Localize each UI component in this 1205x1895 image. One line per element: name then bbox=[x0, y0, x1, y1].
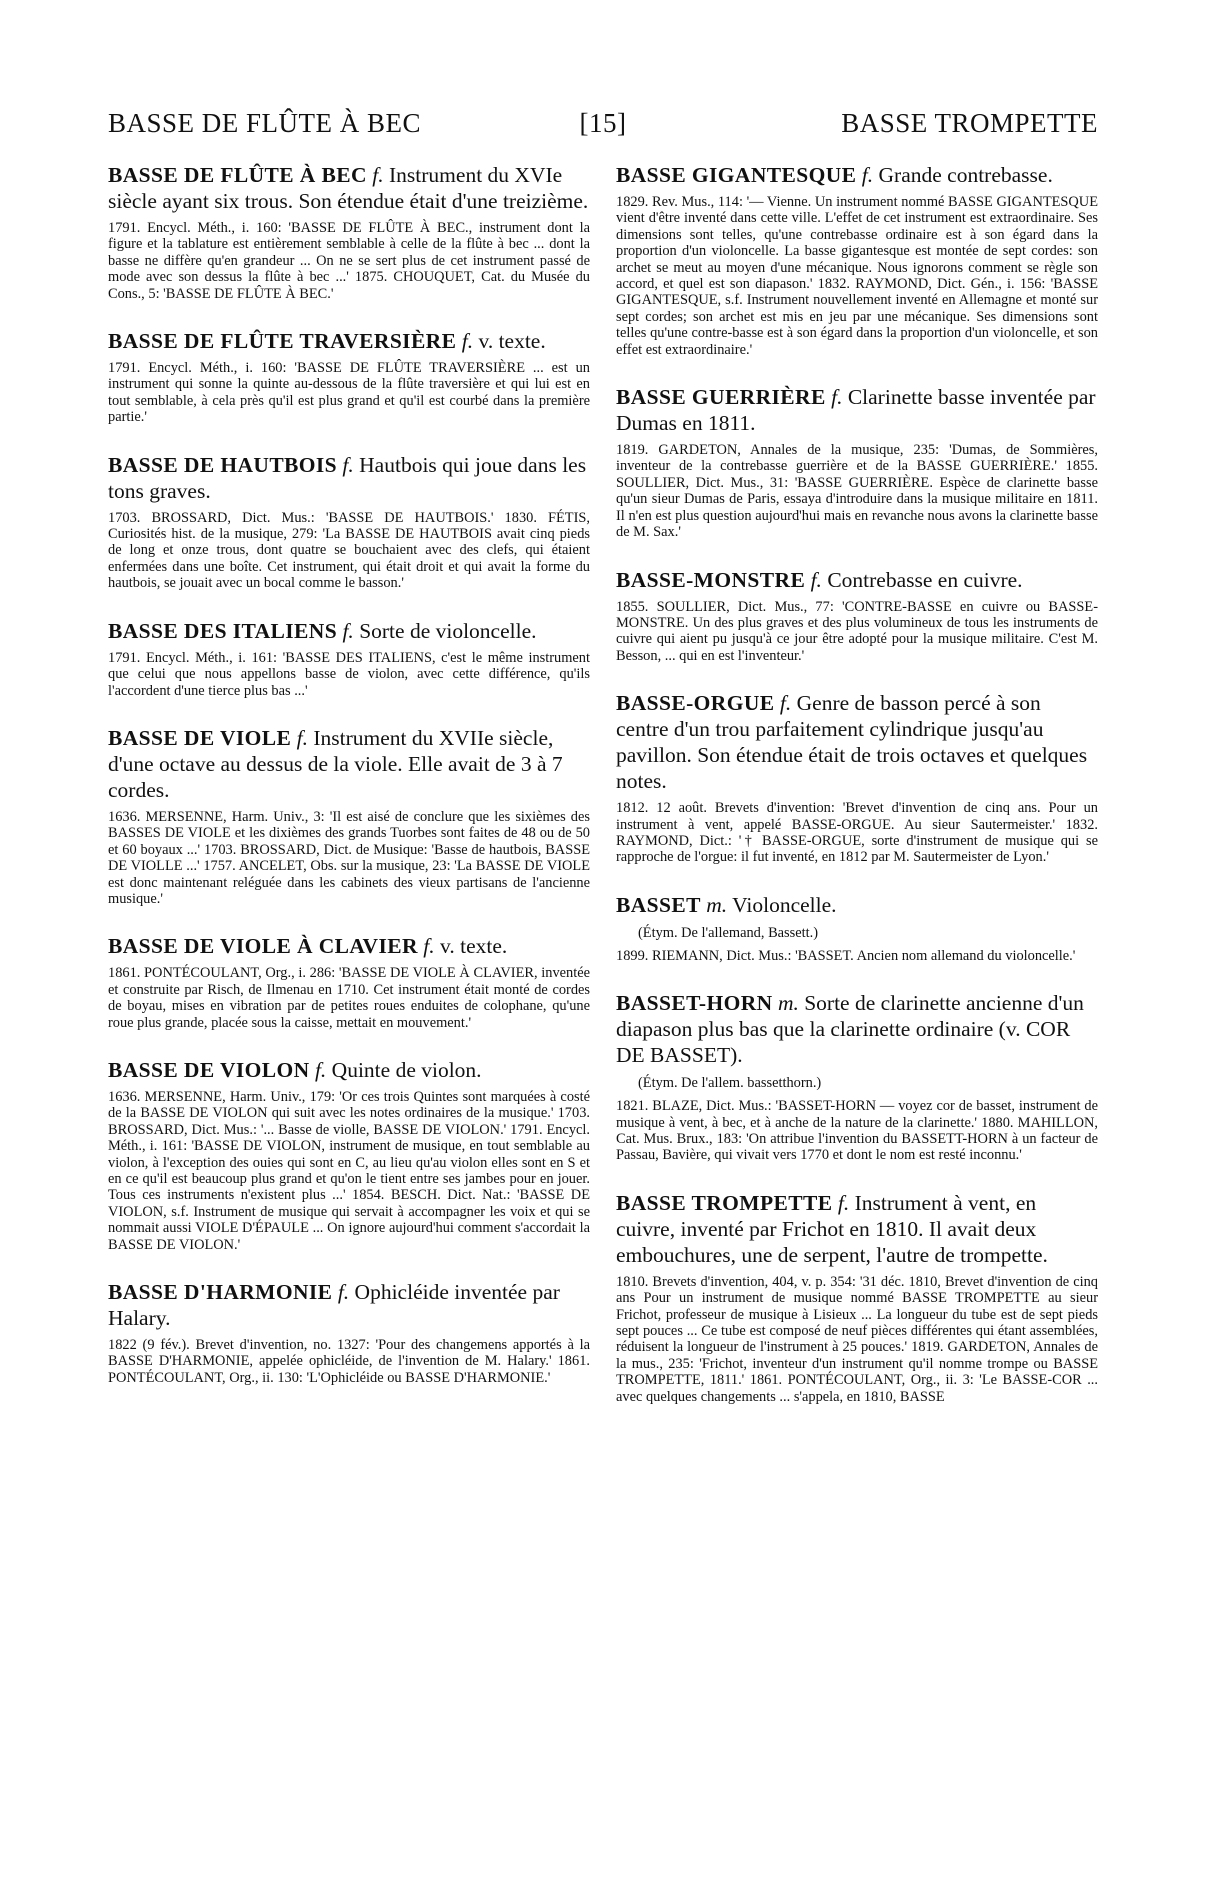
etymology: (Étym. De l'allem. bassetthorn.) bbox=[638, 1075, 822, 1092]
right-column bbox=[616, 162, 1098, 1431]
dictionary-entry bbox=[616, 384, 1098, 540]
definition: Hautbois qui joue dans les tons graves. bbox=[108, 452, 587, 503]
entry-heading bbox=[108, 452, 590, 504]
gender-marker: f. bbox=[314, 1057, 327, 1082]
running-head-left: BASSE DE FLÛTE À BEC bbox=[108, 108, 422, 138]
definition: Genre de basson percé à son centre d'un trou parfaitement cylindrique jusqu'au pavillon. Son étendue était de trois octaves et quelques notes. bbox=[616, 691, 1088, 794]
entry-heading bbox=[616, 567, 1098, 593]
headword: BASSE TROMPETTE bbox=[616, 1190, 833, 1215]
definition: Quinte de violon. bbox=[331, 1057, 482, 1082]
entry-heading bbox=[616, 990, 1098, 1068]
gender-marker: f. bbox=[831, 385, 843, 410]
citations: 1791. Encycl. Méth., i. 160: 'BASSE DE FLÛTE TRAVERSIÈRE ... est un instrument qui sonne la quinte au-dessous de la flûte traversière et qui lui est en tout semblable, à cela près qu'il est plus grand et qu'il est courbé dans la première partie.' bbox=[108, 360, 590, 426]
entry-heading bbox=[108, 1057, 590, 1083]
dictionary-entry bbox=[616, 1190, 1098, 1405]
citations: 1791. Encycl. Méth., i. 160: 'BASSE DE FLÛTE À BEC., instrument dont la figure et la tablature est entièrement semblable à celle de la flûte à bec ... dont la basse ne diffère qu'en grandeur ... On ne se sert plus de cet instrument passé de mode avec son dessus la flûte à bec ...' 1875. CHOUQUET, Cat. du Musée du Cons., 5: 'BASSE DE FLÛTE À BEC.' bbox=[108, 220, 590, 302]
definition: v. texte. bbox=[478, 329, 546, 354]
headword: BASSET-HORN bbox=[616, 991, 773, 1016]
definition: Violoncelle. bbox=[732, 892, 837, 917]
citations: 1703. BROSSARD, Dict. Mus.: 'BASSE DE HAUTBOIS.' 1830. FÉTIS, Curiosités hist. de la musique, 279: 'La BASSE DE HAUTBOIS avait cinq pieds de long et onze trous, dont quatre se bouchaient avec des clefs, qui étaient enfermées dans une boîte. Cet instrument, qui était droit et qui avait la forme du hautbois, se jouait avec un bocal comme le basson.' bbox=[108, 509, 590, 592]
entry-heading bbox=[108, 725, 590, 803]
headword: BASSE DE FLÛTE TRAVERSIÈRE bbox=[108, 329, 457, 354]
gender-marker: f. bbox=[337, 1280, 350, 1305]
gender-marker: f. bbox=[810, 567, 822, 592]
gender-marker: f. bbox=[779, 691, 792, 716]
gender-marker: f. bbox=[296, 725, 308, 750]
entry-heading bbox=[616, 690, 1098, 794]
dictionary-entry bbox=[616, 892, 1098, 964]
dictionary-entry bbox=[616, 990, 1098, 1164]
definition: Sorte de clarinette ancienne d'un diapason plus bas que la clarinette ordinaire (v. COR DE BASSET). bbox=[616, 991, 1084, 1068]
citations: 1829. Rev. Mus., 114: '— Vienne. Un instrument nommé BASSE GIGANTESQUE vient d'être inventé dans cette ville. L'effet de cet instrument est extraordinaire. Ses dimensions sont telles, qu'une contrebasse ordinaire est à son égard dans la proportion d'un violoncelle. La basse gigantesque est montée de sept cordes: son archet se meut au moyen d'une mécanique. Nous ignorons comment se règle son accord, et quel est son diapason.' 1832. RAYMOND, Dict. Gén., i. 156: 'BASSE GIGANTESQUE, s.f. Instrument nouvellement inventé en Allemagne et monté sur sept cordes; son archet est mis en jeu par une mécanique. Ses dimensions sont telles qu'une contre-basse est à son égard dans la proportion d'un violoncelle, et son effet est extraordinaire.' bbox=[616, 194, 1098, 358]
citations: 1636. MERSENNE, Harm. Univ., 179: 'Or ces trois Quintes sont marquées à costé de la BASSE DE VIOLON qui suit avec les notes ordinaires de la musique.' 1703. BROSSARD, Dict. Mus.: '... Basse de violle, BASSE DE VIOLON.' 1791. Encycl. Méth., i. 161: 'BASSE DE VIOLON, instrument de musique, en tout semblable au violon, à l'exception des ouies qui sont en C, au lieu qu'au violon elles sont en S et en ce qu'il est beaucoup plus grand et qu'on le tient entre ses jambes pour en jouer. Tous ces instruments n'existent plus ...' 1854. BESCH. Dict. Nat.: 'BASSE DE VIOLON, s.f. Instrument de musique qui servait à accompagner les voix et qui se nommait aussi VIOLE D'ÉPAULE ... On ignore aujourd'hui comment s'accordait la BASSE DE VIOLON.' bbox=[108, 1088, 590, 1253]
gender-marker: f. bbox=[342, 618, 354, 643]
headword: BASSE D'HARMONIE bbox=[108, 1280, 333, 1305]
definition: Clarinette basse inventée par Dumas en 1811. bbox=[616, 385, 1096, 436]
dictionary-entry bbox=[108, 725, 590, 907]
page-number: [15] bbox=[579, 108, 627, 138]
citations: 1810. Brevets d'invention, 404, v. p. 354: '31 déc. 1810, Brevet d'invention de cinq ans Pour un instrument de musique nommé BASSE TROMPETTE au sieur Frichot, professeur de musique à Lisieux ... La longueur du tube est de sept pieds sept pouces ... Ce tube est composé de neuf pièces différentes qui étant assemblées, réduisent la longueur de l'instrument à 25 pouces.' 1819. GARDETON, Annales de la mus., 235: 'Frichot, inventeur d'un instrument qu'il nomme trompe ou BASSE TROMPETTE, 1811.' 1861. PONTÉCOULANT, Org., ii. 3: 'Le BASSE-COR ... avec quelques changements ... s'appela, en 1810, BASSE bbox=[616, 1273, 1098, 1405]
running-head bbox=[108, 108, 1098, 152]
headword: BASSE DE HAUTBOIS bbox=[108, 452, 338, 477]
gender-marker: m. bbox=[777, 991, 799, 1016]
definition: Ophicléide inventée par Halary. bbox=[108, 1280, 560, 1331]
dictionary-entry bbox=[108, 328, 590, 426]
citations: 1861. PONTÉCOULANT, Org., i. 286: 'BASSE DE VIOLE À CLAVIER, inventée et construite par Risch, de Ilmenau en 1710. Cet instrument était monté de cordes de boyau, mises en vibration par de petites roues enduites de colophane, qu'une roue plus grande, placée sous la caisse, mettait en mouvement.' bbox=[108, 965, 590, 1031]
headword: BASSE DE VIOLE À CLAVIER bbox=[108, 934, 418, 959]
headword: BASSE DES ITALIENS bbox=[108, 618, 338, 643]
citations: 1791. Encycl. Méth., i. 161: 'BASSE DES ITALIENS, c'est le même instrument que celui que nous appellons basse de violon, avec cette différence, qu'ils l'accordent d'une tierce plus bas ...' bbox=[108, 649, 590, 699]
entry-heading bbox=[616, 892, 1098, 918]
gender-marker: f. bbox=[342, 452, 354, 477]
dictionary-entry bbox=[108, 933, 590, 1031]
citations: 1819. GARDETON, Annales de la musique, 235: 'Dumas, de Sommières, inventeur de la contrebasse guerrière et de la BASSE GUERRIÈRE.' 1855. SOULLIER, Dict. Mus., 31: 'BASSE GUERRIÈRE. Espèce de clarinette basse qu'un sieur Dumas de Paris, essaya d'introduire dans la musique militaire en 1811. Il n'en est plus question aujourd'hui mais en revanche nous avons la clarinette basse de M. Sax.' bbox=[616, 442, 1098, 541]
gender-marker: f. bbox=[372, 163, 384, 187]
headword: BASSE-MONSTRE bbox=[616, 567, 806, 592]
dictionary-entry bbox=[108, 1279, 590, 1386]
gender-marker: f. bbox=[423, 934, 435, 959]
headword: BASSE GIGANTESQUE bbox=[616, 163, 857, 187]
gender-marker: f. bbox=[861, 163, 874, 187]
gender-marker: f. bbox=[837, 1190, 850, 1215]
citations: 1822 (9 fév.). Brevet d'invention, no. 1327: 'Pour des changemens apportés à la BASSE D'HARMONIE, appelée ophicléide, de l'invention de M. Halary.' 1861. PONTÉCOULANT, Org., ii. 130: 'L'Ophicléide ou BASSE D'HARMONIE.' bbox=[108, 1337, 590, 1386]
definition: Instrument du XVIIe siècle, d'une octave au dessus de la viole. Elle avait de 3 à 7 cordes. bbox=[108, 725, 563, 802]
headword: BASSE GUERRIÈRE bbox=[616, 385, 826, 410]
entry-heading bbox=[108, 618, 590, 644]
dictionary-page bbox=[108, 108, 1098, 1431]
entry-heading bbox=[616, 1190, 1098, 1268]
gender-marker: f. bbox=[461, 329, 474, 354]
headword: BASSE DE VIOLON bbox=[108, 1057, 310, 1082]
entry-heading bbox=[616, 384, 1098, 436]
citations: 1821. BLAZE, Dict. Mus.: 'BASSET-HORN — voyez cor de basset, instrument de musique à vent, à bec, et à anche de la nature de la clarinette.' 1880. MAHILLON, Cat. Mus. Brux., 183: 'On attribue l'invention du BASSETT-HORN à un facteur de Passau, Bavière, qui vivait vers 1770 et dont le nom est resté inconnu.' bbox=[616, 1098, 1098, 1164]
entry-heading bbox=[108, 933, 590, 959]
two-column-body bbox=[108, 162, 1098, 1431]
citations: 1812. 12 août. Brevets d'invention: 'Brevet d'invention de cinq ans. Pour un instrument à vent, appelé BASSE-ORGUE. Au sieur Sautermeister.' 1832. RAYMOND, Dict.: '† BASSE-ORGUE, sorte d'instrument de musique qui se rapproche de l'orgue: il fut inventé, en 1812 par M. Sautermeister de Lyon.' bbox=[616, 800, 1098, 866]
entry-heading bbox=[108, 328, 590, 354]
gender-marker: m. bbox=[706, 892, 728, 917]
citations: 1636. MERSENNE, Harm. Univ., 3: 'Il est aisé de conclure que les sixièmes des BASSES DE VIOLE et les dixièmes des grands Tuorbes sont faites de 48 ou de 50 et 60 boyaux ...' 1703. BROSSARD, Dict. de Musique: 'Basse de hautbois, BASSE DE VIOLLE ...' 1757. ANCELET, Obs. sur la musique, 23: 'La BASSE DE VIOLE est donc maintenant reléguée dans les cabinets des vieux partisans de l'ancienne musique.' bbox=[108, 808, 590, 907]
definition: Instrument du XVIe siècle ayant six trous. Son étendue était d'une treizième. bbox=[108, 163, 589, 213]
definition: Contrebasse en cuivre. bbox=[827, 567, 1023, 592]
dictionary-entry bbox=[108, 1057, 590, 1253]
left-column bbox=[108, 162, 590, 1431]
definition: Instrument à vent, en cuivre, inventé par Frichot en 1810. Il avait deux embouchures, une de serpent, l'autre de trompette. bbox=[616, 1190, 1048, 1267]
entry-heading bbox=[616, 162, 1098, 188]
headword: BASSE DE VIOLE bbox=[108, 725, 292, 750]
citations: 1899. RIEMANN, Dict. Mus.: 'BASSET. Ancien nom allemand du violoncelle.' bbox=[616, 947, 1076, 964]
running-head-right: BASSE TROMPETTE bbox=[841, 108, 1098, 138]
definition: Grande contrebasse. bbox=[878, 163, 1053, 187]
definition: v. texte. bbox=[440, 934, 508, 959]
citations: 1855. SOULLIER, Dict. Mus., 77: 'CONTRE-BASSE en cuivre ou BASSE-MONSTRE. Un des plus graves et des plus volumineux de tous les instruments de cuivre qui aient pu jusqu'à ce jour être adopté pour la musique militaire. C'est M. Besson, ... qui en est l'inventeur.' bbox=[616, 598, 1098, 664]
dictionary-entry bbox=[616, 567, 1098, 665]
dictionary-entry bbox=[616, 690, 1098, 866]
dictionary-entry bbox=[108, 618, 590, 699]
dictionary-entry bbox=[108, 452, 590, 592]
entry-heading bbox=[108, 162, 590, 214]
headword: BASSE DE FLÛTE À BEC bbox=[108, 163, 367, 187]
headword: BASSE-ORGUE bbox=[616, 691, 775, 716]
dictionary-entry bbox=[616, 162, 1098, 358]
dictionary-entry bbox=[108, 162, 590, 302]
headword: BASSET bbox=[616, 892, 701, 917]
entry-heading bbox=[108, 1279, 590, 1331]
definition: Sorte de violoncelle. bbox=[359, 618, 537, 643]
etymology: (Étym. De l'allemand, Bassett.) bbox=[638, 924, 819, 941]
